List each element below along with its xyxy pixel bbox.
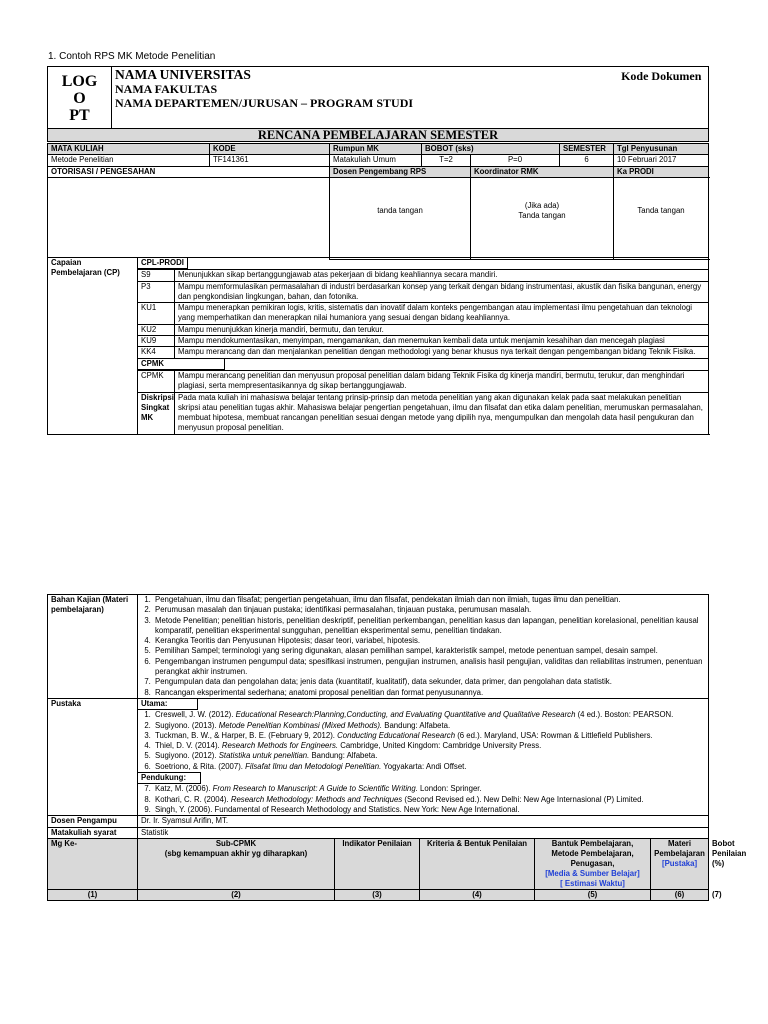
pustaka-item: 9. Singh, Y. (2006). Fundamental of Research Methodology and Statistics. New York: New Age International. xyxy=(153,805,705,815)
rps-header-table xyxy=(47,66,709,142)
label-dosen-pengampu: Dosen Pengampu xyxy=(48,816,138,827)
cpl-text: Mampu menerapkan pemikiran logis, kritis, sistematis dan inovatif dalam konteks pengembangan atau implementasi ilmu pengetahuan dan teknologi yang memperhatikan dan menerapkan nilai humaniora yang sesuai dengan bidang keahliannya. xyxy=(175,303,709,325)
bahan-item: 8. Rancangan eksperimental sederhana; anatomi proposal penelitian dan format penyusunannya. xyxy=(153,688,705,698)
dosen-pengampu-value: Dr. Ir. Syamsul Arifin, MT. xyxy=(138,816,709,827)
pustaka-item: 2. Sugiyono. (2013). Metode Penelitian Kombinasi (Mixed Methods). Bandung: Alfabeta. xyxy=(153,721,705,731)
label-bobot: BOBOT (sks) xyxy=(422,144,560,155)
value-teori: T=2 xyxy=(422,155,471,166)
logo-line-1: LOG xyxy=(61,73,98,90)
university-name: NAMA UNIVERSITAS xyxy=(115,67,251,82)
label-semester: SEMESTER xyxy=(560,144,614,155)
label-pustaka: Pustaka xyxy=(48,698,138,815)
pustaka-item: 5. Sugiyono. (2012). Statistika untuk penelitian. Bandung: Alfabeta. xyxy=(153,751,705,761)
bahan-item: 4. Kerangka Teoritis dan Penyusunan Hipotesis; dasar teori, variabel, hipotesis. xyxy=(153,636,705,646)
label-matakuliah-syarat: Matakuliah syarat xyxy=(48,827,138,838)
cpl-code: KU1 xyxy=(138,303,175,325)
pustaka-list xyxy=(138,698,709,815)
label-bahan-kajian: Bahan Kajian (Materi pembelajaran) xyxy=(48,595,138,699)
col-number: (5) xyxy=(535,889,651,900)
bahan-kajian-list xyxy=(138,595,709,699)
value-praktik: P=0 xyxy=(471,155,560,166)
course-info-table xyxy=(47,143,709,260)
cpl-code: KK4 xyxy=(138,347,175,358)
cpmk-text: Mampu merancang penelitian dan menyusun proposal penelitian dalam bidang Teknik Fisika dg kinerja mandiri, bermutu, terukur, dan menghindari plagiasi, serta mempresentasikannya dg sikap bertanggungjawab. xyxy=(175,370,709,392)
value-tgl: 10 Februari 2017 xyxy=(614,155,709,166)
otorisasi-blank xyxy=(48,177,330,259)
cpl-code: S9 xyxy=(138,270,175,281)
col-sub-cpmk: Sub-CPMK (sbg kemampuan akhir yg diharapkan) xyxy=(138,838,335,889)
logo-placeholder xyxy=(48,67,112,129)
pustaka-item: 3. Tuckman, B. W., & Harper, B. E. (February 9, 2012). Conducting Educational Research (6 ed.). Maryland, USA: Rowman & Littlefield Publishers. xyxy=(153,731,705,741)
cpl-text: Mampu menunjukkan kinerja mandiri, bermutu, dan terukur. xyxy=(175,324,709,335)
label-capaian: Capaian Pembelajaran (CP) xyxy=(48,258,138,435)
value-rumpun: Matakuliah Umum xyxy=(330,155,422,166)
pustaka-item: 7. Katz, M. (2006). From Research to Manuscript: A Guide to Scientific Writing. London: Springer. xyxy=(153,784,705,794)
col-number: (6) xyxy=(651,889,709,900)
col-number: (3) xyxy=(335,889,420,900)
institution-block xyxy=(112,67,615,129)
cp-table xyxy=(47,257,709,435)
bahan-item: 3. Metode Penelitian; penelitian historis, penelitian deskriptif, penelitian perkembangan, penelitian kasus dan lapangan, penelitian korelasional, penelitian kausal komparatif, penelitian eksperimental sungguhan, penelitian eksperimental semu, penelitian tindakan. xyxy=(153,616,705,637)
logo-line-3: PT xyxy=(69,107,90,124)
pustaka-pendukung-label: Pendukung: xyxy=(138,772,201,784)
cpl-text: Menunjukkan sikap bertanggungjawab atas pekerjaan di bidang keahliannya secara mandiri. xyxy=(175,270,709,281)
logo-line-2: O xyxy=(73,90,86,107)
label-koordinator: Koordinator RMK xyxy=(471,166,614,177)
col-number: (4) xyxy=(420,889,535,900)
value-semester: 6 xyxy=(560,155,614,166)
col-number: (2) xyxy=(138,889,335,900)
col-minggu: Mg Ke- xyxy=(48,838,138,889)
bahan-item: 2. Perumusan masalah dan tinjauan pustaka; identifikasi permasalahan, tinjauan pustaka, perumusan masalah. xyxy=(153,605,705,615)
document-caption: 1. Contoh RPS MK Metode Penelitian xyxy=(48,51,216,62)
cpl-text: Mampu mendokumentasikan, menyimpan, mengamankan, dan menemukan kembali data untuk menjamin kesahihan dan mencegah plagiasi xyxy=(175,336,709,347)
col-materi: Materi Pembelajaran [Pustaka] xyxy=(651,838,709,889)
bahan-pustaka-table: Bahan Kajian (Materi pembelajaran) 1. Pengetahuan, ilmu dan filsafat; pengertian pengetahuan, ilmu dan filsafat, pendekatan ilmiah dan non ilmiah, tugas ilmu dan penelitian. 2. Perumusan masalah dan tinjauan pustaka; identifikasi permasalahan, tinjauan pustaka, perumusan masalah. 3. Metode Penelitian; penelitian historis, penelitian deskriptif, penelitian perkembangan, penelitian kasus dan lapangan, penelitian korelasional, penelitian kausal komparatif, penelitian eksperimental sungguhan, penelitian eksperimental semu, penelitian tindakan. 4. Kerangka Teoritis dan Penyusunan Hipotesis; dasar teori, variabel, hipotesis. 5. Pemilihan Sampel; terminologi yang sering digunakan, alasan pemilihan sampel, karakteristik sampel, metode penentuan sampel, desain sampel. 6. Pengembangan instrumen pengumpul data; spesifikasi instrumen, pengujian instrumen, analisis hasil pengujian, validitas dan reliabilitas instrumen, penentuan perangkat akhir instrumen. 7. Pengumpulan data dan pengolahan data; jenis data (kuantitatif, kualitatif), data sekunder, data primer, dan pengolahan data statistik. 8. Rancangan eksperimental sederhana; anatomi proposal penelitian dan format penyusunannya. Pustaka Utama: 1. Creswell, J. W. (2012). Educational Research:Planning,Conducting, and Evaluating Quantitative and Qualitative Research (4 ed.). Boston: PEARSON. 2. Sugiyono. (2013). Metode Penelitian Kombinasi (Mixed Methods). Bandung: Alfabeta. 3. Tuckman, B. W., & Harper, B. E. (February 9, 2012). Conducting Educational Research (6 ed.). Maryland, USA: Rowman & Littlefield Publishers. 4. Thiel, D. V. (2014). Research Methods for Engineers. Cambridge, United Kingdom: Cambridge University Press. 5. Sugiyono. (2012). Statistika untuk penelitian. Bandung: Alfabeta. 6. Soetriono, & Rita. (2007). Filsafat Ilmu dan Metodologi Penelitian. Yogyakarta: Andi Offset. Pendukung: 7. Katz, M. (2006). From Research to Manuscript: A Guide to Scientific Writing. London: Springer. 8. Kothari, C. R. (2004). Research Methodology: Methods and Techniques (Second Revised ed.). New Delhi: New Age Internasional (P) Limited. 9. Singh, Y. (2006). Fundamental of Research Methodology and Statistics. New York: New Age International. Dosen Pengampu Dr. Ir. Syamsul Arifin, MT. Matakuliah syarat Statistik Mg Ke- Sub-CPMK (sbg kemampuan akhir yg diharapkan) Indikator Penilaian Kriteria & Bentuk Penilaian Bantuk Pembelajaran, Metode Pembelajaran, Penugasan, [Media & Sumber Belajar] [ Estimasi Waktu] Materi Pembelajaran [Pustaka] Bobot Penilaian (%) (1) (2) (3) (4) (5) (6) (7) xyxy=(47,594,709,901)
pustaka-utama-label: Utama: xyxy=(138,699,198,710)
cpl-text: Mampu merancang dan dan menjalankan penelitian dengan methodologi yang benar khusus nya terkait dengan pengembangan bidang Teknik Fisika. xyxy=(175,347,709,358)
bahan-item: 6. Pengembangan instrumen pengumpul data; spesifikasi instrumen, pengujian instrumen, analisis hasil pengujian, validitas dan reliabilitas instrumen, penentuan perangkat akhir instrumen. xyxy=(153,657,705,678)
cpmk-code: CPMK xyxy=(138,370,175,392)
pustaka-item: 4. Thiel, D. V. (2014). Research Methods for Engineers. Cambridge, United Kingdom: Cambridge University Press. xyxy=(153,741,705,751)
label-mata-kuliah: MATA KULIAH xyxy=(48,144,210,155)
label-kaprodi: Ka PRODI xyxy=(614,166,709,177)
cpmk-label: CPMK xyxy=(138,358,709,370)
pustaka-item: 1. Creswell, J. W. (2012). Educational Research:Planning,Conducting, and Evaluating Quantitative and Qualitative Research (4 ed.). Boston: PEARSON. xyxy=(153,710,705,720)
label-deskripsi: Diskripsi Singkat MK xyxy=(138,392,175,434)
bahan-item: 7. Pengumpulan data dan pengolahan data; jenis data (kuantitatif, kualitatif), data sekunder, data primer, dan pengolahan data statistik. xyxy=(153,677,705,687)
signature-kaprodi: Tanda tangan xyxy=(614,177,709,259)
document-code: Kode Dokumen xyxy=(615,67,709,129)
col-kriteria: Kriteria & Bentuk Penilaian xyxy=(420,838,535,889)
cpl-code: KU9 xyxy=(138,336,175,347)
pustaka-item: 6. Soetriono, & Rita. (2007). Filsafat Ilmu dan Metodologi Penelitian. Yogyakarta: Andi Offset. xyxy=(153,762,705,772)
cpl-code: P3 xyxy=(138,281,175,303)
label-otorisasi: OTORISASI / PENGESAHAN xyxy=(48,166,330,177)
bahan-item: 5. Pemilihan Sampel; terminologi yang sering digunakan, alasan pemilihan sampel, karakteristik sampel, metode penentuan sampel, desain sampel. xyxy=(153,646,705,656)
label-rumpun: Rumpun MK xyxy=(330,144,422,155)
col-indikator: Indikator Penilaian xyxy=(335,838,420,889)
matakuliah-syarat-value: Statistik xyxy=(138,827,709,838)
cpl-code: KU2 xyxy=(138,324,175,335)
col-bentuk-pembelajaran: Bantuk Pembelajaran, Metode Pembelajaran, Penugasan, [Media & Sumber Belajar] [ Estimasi Waktu] xyxy=(535,838,651,889)
deskripsi-text: Pada mata kuliah ini mahasiswa belajar tentang prinsip-prinsip dan metoda penelitian yang akan digunakan kelak pada saat melakukan penelitian skripsi atau penelitian tugas akhir. Mahasiswa belajar pengertian pengetahuan, ilmu dan filsafat dan etika dalam penelitian, merumuskan permasalahan, membuat hipotesa, membuat rancangan penelitian sesuai dengan metode yang dipilih nya, mengumpulkan dan mengolah data hasil pengukuran dan menyusun proposal penelitian. xyxy=(175,392,709,434)
value-mata-kuliah: Metode Penelitian xyxy=(48,155,210,166)
signature-dosen: tanda tangan xyxy=(330,177,471,259)
department-name: NAMA DEPARTEMEN/JURUSAN – PROGRAM STUDI xyxy=(115,96,414,110)
value-kode: TF141361 xyxy=(210,155,330,166)
bahan-item: 1. Pengetahuan, ilmu dan filsafat; pengertian pengetahuan, ilmu dan filsafat, pendekatan ilmiah dan non ilmiah, tugas ilmu dan penelitian. xyxy=(153,595,705,605)
document-title: RENCANA PEMBELAJARAN SEMESTER xyxy=(48,129,709,142)
signature-koordinator: (Jika ada) Tanda tangan xyxy=(471,177,614,259)
faculty-name: NAMA FAKULTAS xyxy=(115,82,218,96)
cpl-text: Mampu memformulasikan permasalahan di industri berdasarkan konsep yang terkait dengan bidang instrumentasi, akustik dan fisika bangunan, energy dan pengkondisian lingkungan, bahan, dan fotonika. xyxy=(175,281,709,303)
cpl-prodi-label: CPL-PRODI xyxy=(138,258,709,270)
col-number: (1) xyxy=(48,889,138,900)
label-kode: KODE xyxy=(210,144,330,155)
pustaka-item: 8. Kothari, C. R. (2004). Research Methodology: Methods and Techniques (Second Revised ed.). New Delhi: New Age Internasional (P) Limited. xyxy=(153,795,705,805)
label-tgl: Tgl Penyusunan xyxy=(614,144,709,155)
label-dosen-pengembang: Dosen Pengembang RPS xyxy=(330,166,471,177)
